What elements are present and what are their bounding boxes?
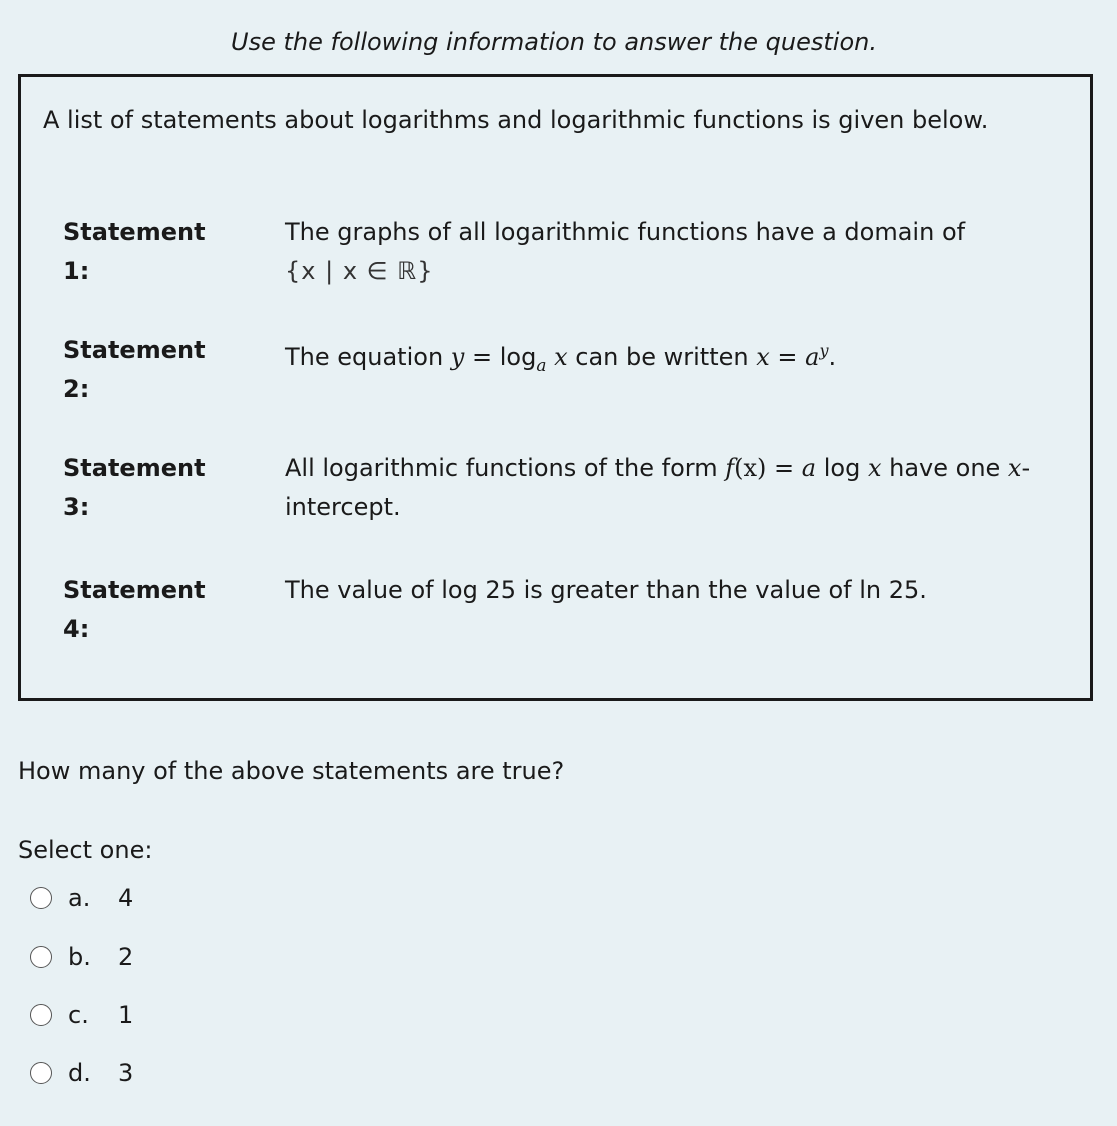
instruction-text: Use the following information to answer the question. xyxy=(231,28,877,56)
option-b[interactable]: b. 2 xyxy=(30,940,133,974)
statement-1-text: The graphs of all logarithmic functions have a domain of {x | x ∈ ℝ} xyxy=(285,218,966,285)
statement-1-label: Statement 1: xyxy=(63,218,206,285)
statement-2-label: Statement 2: xyxy=(63,336,206,403)
statement-4-text: The value of log 25 is greater than the value of ln 25. xyxy=(285,576,927,604)
statement-2-text: The equation $y = \log_a x$ can be written $x = a^y$. xyxy=(285,341,837,376)
option-a[interactable]: a. 4 xyxy=(30,881,133,915)
question-text: How many of the above statements are true? xyxy=(18,757,565,785)
option-d[interactable]: d. 3 xyxy=(30,1056,133,1090)
set-notation: {x | x ∈ ℝ} xyxy=(285,257,434,285)
radio-button[interactable] xyxy=(30,946,52,968)
radio-button[interactable] xyxy=(30,1004,52,1026)
option-c[interactable]: c. 1 xyxy=(30,998,133,1032)
statement-3-text: All logarithmic functions of the form f(x) = a log x have one x-intercept. xyxy=(285,454,1031,521)
intro-text: A list of statements about logarithms and logarithmic functions is given below. xyxy=(43,106,989,134)
radio-button[interactable] xyxy=(30,887,52,909)
statement-4-label: Statement 4: xyxy=(63,576,206,643)
select-one-label: Select one: xyxy=(18,836,153,864)
radio-button[interactable] xyxy=(30,1062,52,1084)
info-box xyxy=(18,74,1093,701)
statement-3-label: Statement 3: xyxy=(63,454,206,521)
